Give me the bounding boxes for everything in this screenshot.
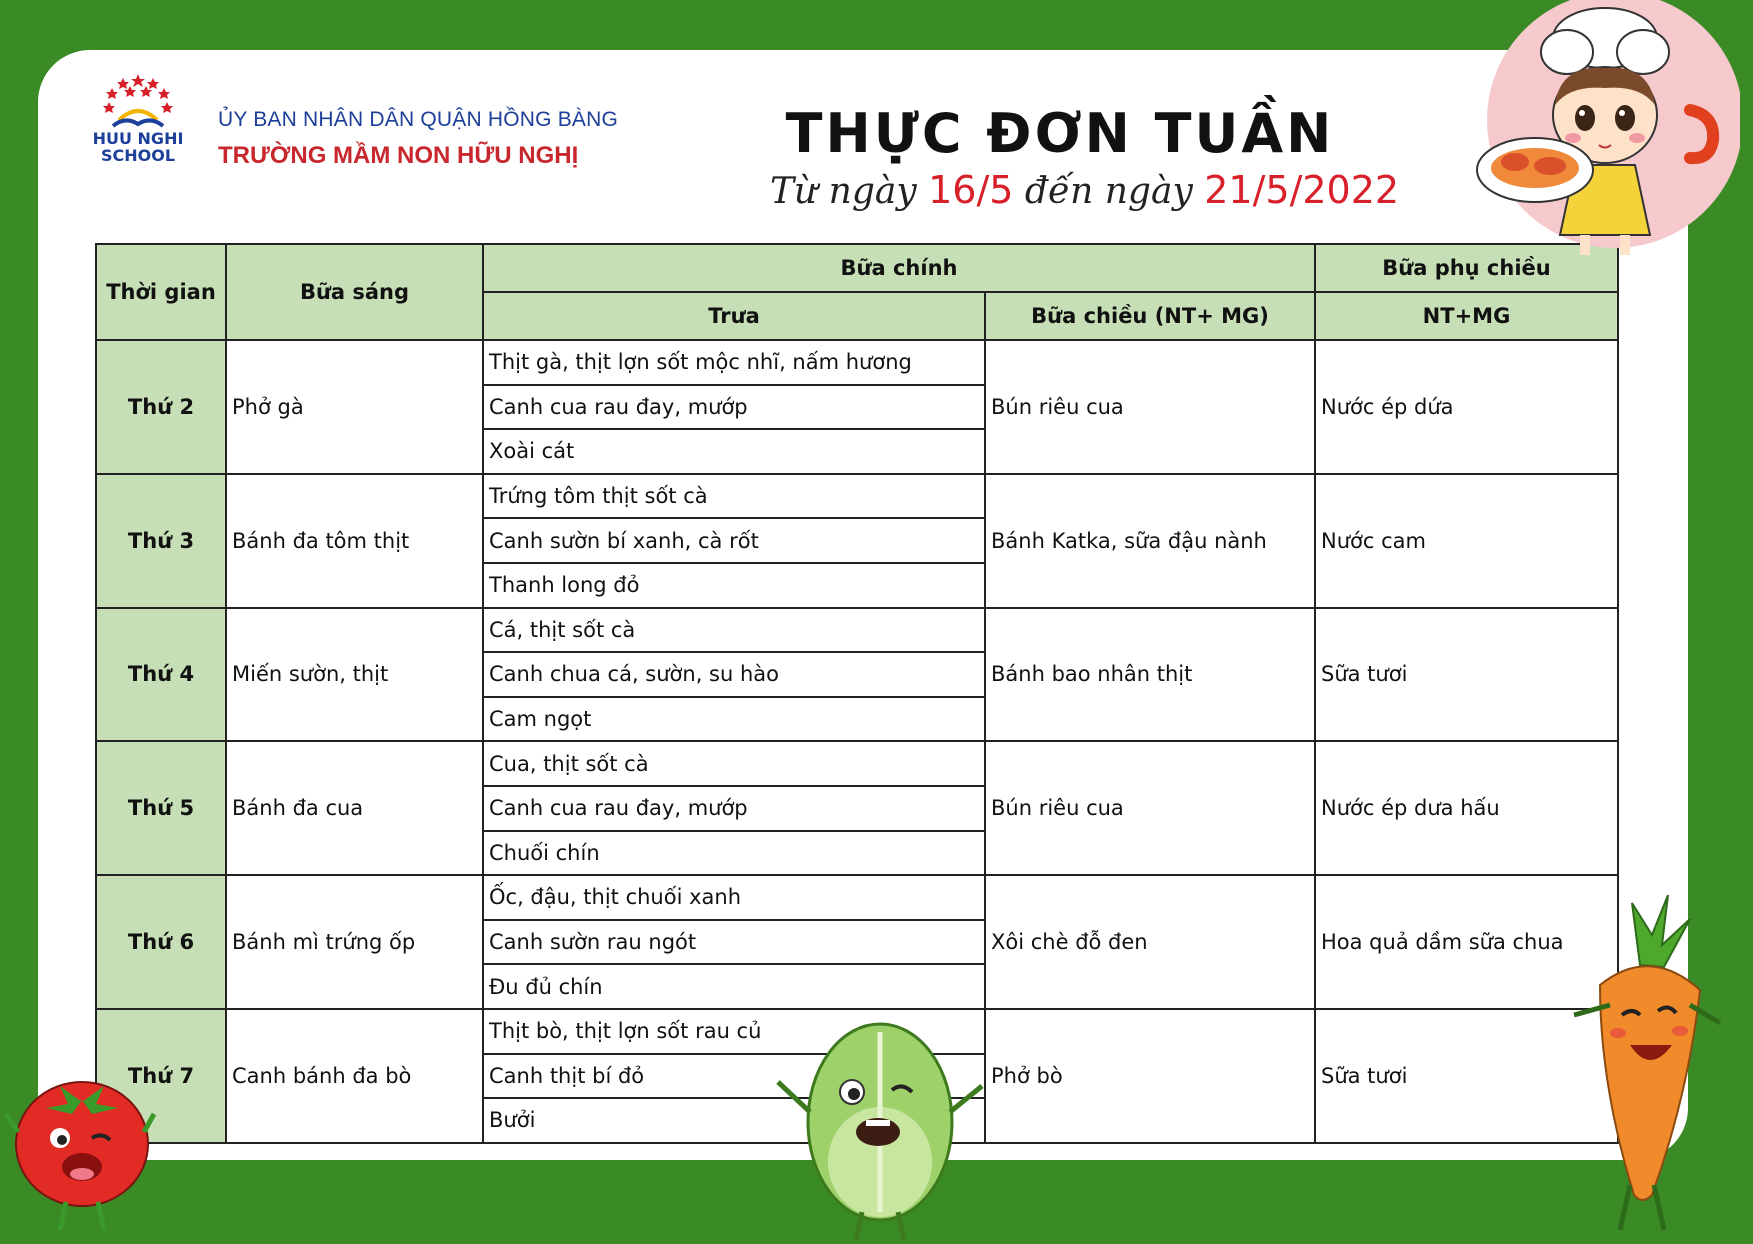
lunch-item: Bưởi	[483, 1098, 985, 1143]
lunch-item: Chuối chín	[483, 831, 985, 876]
header-snack-sub: NT+MG	[1315, 292, 1618, 340]
header-main-meal: Bữa chính	[483, 244, 1315, 292]
breakfast-cell: Bánh đa cua	[226, 741, 483, 875]
logo-text-line1: HUU NGHI	[92, 129, 184, 148]
snack-cell: Sữa tươi	[1315, 608, 1618, 742]
day-cell: Thứ 6	[96, 875, 226, 1009]
logo-text-line2: SCHOOL	[100, 146, 176, 165]
star-ring-icon	[101, 72, 175, 130]
snack-cell: Sữa tươi	[1315, 1009, 1618, 1143]
lunch-item: Ốc, đậu, thịt chuối xanh	[483, 875, 985, 920]
afternoon-cell: Bún riêu cua	[985, 340, 1315, 474]
snack-cell: Nước ép dưa hấu	[1315, 741, 1618, 875]
day-cell: Thứ 4	[96, 608, 226, 742]
date-to-label: đến ngày	[1024, 171, 1193, 212]
header-afternoon: Bữa chiều (NT+ MG)	[985, 292, 1315, 340]
header-time: Thời gian	[96, 244, 226, 340]
afternoon-cell: Xôi chè đỗ đen	[985, 875, 1315, 1009]
cabbage-icon	[770, 1012, 990, 1244]
lunch-item: Thịt bò, thịt lợn sốt rau củ	[483, 1009, 985, 1054]
date-from: 16/5	[928, 168, 1014, 212]
lunch-item: Canh cua rau đay, mướp	[483, 786, 985, 831]
header-snack: Bữa phụ chiều	[1315, 244, 1618, 292]
breakfast-cell: Bánh mì trứng ốp	[226, 875, 483, 1009]
breakfast-cell: Bánh đa tôm thịt	[226, 474, 483, 608]
lunch-item: Thịt gà, thịt lợn sốt mộc nhĩ, nấm hương	[483, 340, 985, 385]
header-lunch: Trưa	[483, 292, 985, 340]
snack-cell: Nước ép dứa	[1315, 340, 1618, 474]
header-breakfast: Bữa sáng	[226, 244, 483, 340]
lunch-item: Xoài cát	[483, 429, 985, 474]
day-cell: Thứ 2	[96, 340, 226, 474]
lunch-item: Thanh long đỏ	[483, 563, 985, 608]
menu-table	[95, 243, 1619, 1144]
lunch-item: Canh sườn bí xanh, cà rốt	[483, 518, 985, 563]
lunch-item: Trứng tôm thịt sốt cà	[483, 474, 985, 519]
snack-cell: Hoa quả dầm sữa chua	[1315, 875, 1618, 1009]
lunch-item: Canh chua cá, sườn, su hào	[483, 652, 985, 697]
afternoon-cell: Bún riêu cua	[985, 741, 1315, 875]
date-to: 21/5/2022	[1204, 168, 1400, 212]
org-name-line1: ỦY BAN NHÂN DÂN QUẬN HỒNG BÀNG	[218, 108, 619, 131]
school-logo	[88, 72, 188, 176]
lunch-item: Đu đủ chín	[483, 964, 985, 1009]
school-name: TRƯỜNG MẦM NON HỮU NGHỊ	[218, 142, 579, 169]
date-from-label: Từ ngày	[770, 171, 917, 212]
page-title: THỰC ĐƠN TUẦN	[785, 102, 1335, 165]
snack-cell: Nước cam	[1315, 474, 1618, 608]
lunch-item: Cá, thịt sốt cà	[483, 608, 985, 653]
chef-girl-icon	[1475, 0, 1740, 274]
day-cell: Thứ 3	[96, 474, 226, 608]
afternoon-cell: Bánh bao nhân thịt	[985, 608, 1315, 742]
afternoon-cell: Bánh Katka, sữa đậu nành	[985, 474, 1315, 608]
lunch-item: Cua, thịt sốt cà	[483, 741, 985, 786]
lunch-item: Canh cua rau đay, mướp	[483, 385, 985, 430]
breakfast-cell: Canh bánh đa bò	[226, 1009, 483, 1143]
breakfast-cell: Miến sườn, thịt	[226, 608, 483, 742]
carrot-icon	[1560, 895, 1730, 1244]
day-cell: Thứ 5	[96, 741, 226, 875]
lunch-item: Canh thịt bí đỏ	[483, 1054, 985, 1099]
date-range	[770, 168, 1400, 212]
tomato-icon	[0, 1052, 160, 1244]
day-cell: Thứ 7	[96, 1009, 226, 1143]
lunch-item: Cam ngọt	[483, 697, 985, 742]
lunch-item: Canh sườn rau ngót	[483, 920, 985, 965]
breakfast-cell: Phở gà	[226, 340, 483, 474]
afternoon-cell: Phở bò	[985, 1009, 1315, 1143]
